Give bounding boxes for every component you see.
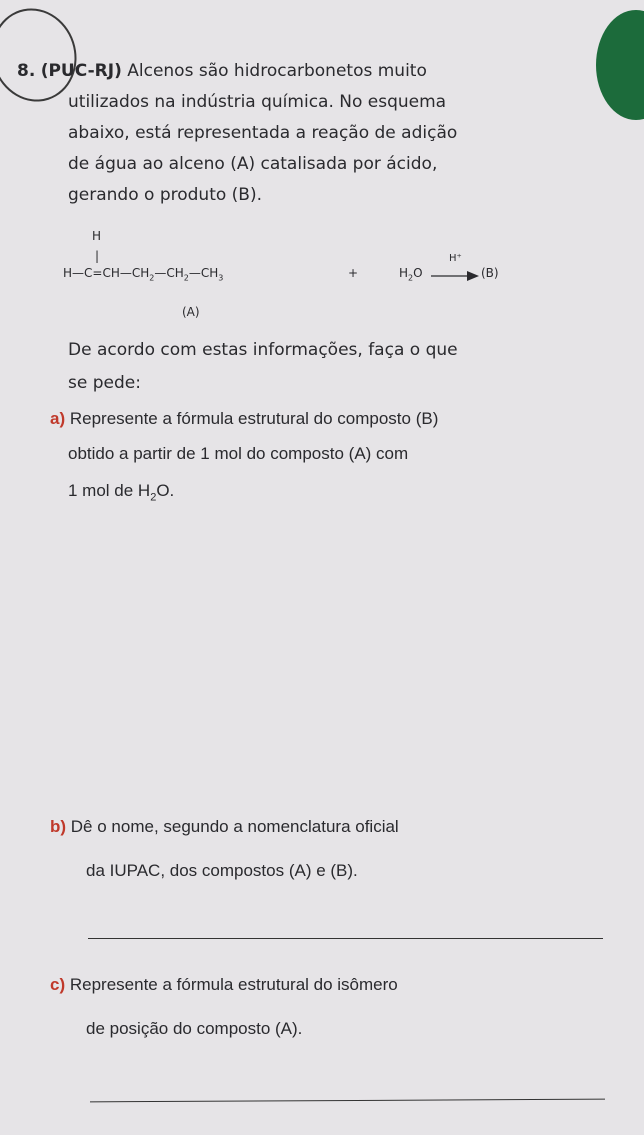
reaction-catalyst: H⁺ (449, 253, 462, 264)
item-b-line-1 (50, 810, 399, 844)
item-a-line-1 (50, 402, 438, 436)
item-b-text-1: Dê o nome, segundo a nomenclatura oficial (70, 817, 399, 836)
item-a-line-3: 1 mol de $H_2O$. (68, 481, 175, 504)
item-a-line-2: obtido a partir de 1 mol do composto (A) com (68, 444, 409, 463)
item-c-letter: c) (50, 975, 66, 994)
item-c-line-2: de posição do composto (A). (86, 1019, 303, 1038)
intro-line-3: abaixo, está representada a reação de adição (68, 123, 458, 143)
item-c-answer-line (90, 1099, 605, 1103)
intro-line-5: gerando o produto (B). (68, 185, 263, 205)
item-c-text-1: Represente a fórmula estrutural do isômero (69, 975, 398, 994)
reaction-product: (B) (481, 266, 499, 280)
intro-text-1: Alcenos são hidrocarbonetos muito (127, 61, 427, 81)
item-a-text-1: Represente a fórmula estrutural do composto (B) (69, 409, 439, 428)
instructions-line-1: De acordo com estas informações, faça o que (68, 340, 458, 360)
reaction-h-top: H (92, 229, 102, 243)
intro-line-4: de água ao alceno (A) catalisada por ácido, (68, 154, 438, 174)
reaction-reactant-formula: $H—C=CH—CH_2—CH_2—CH_3$ (63, 266, 224, 283)
intro-line-2: utilizados na indústria química. No esquema (68, 92, 447, 112)
question-source: (PUC-RJ) (40, 61, 122, 81)
item-a-letter: a) (50, 409, 66, 428)
green-corner-mark (596, 10, 644, 120)
reaction-bond: | (95, 249, 100, 263)
item-b-line-2: da IUPAC, dos compostos (A) e (B). (86, 861, 358, 880)
reaction-reactant-label: (A) (182, 305, 200, 319)
reaction-plus: + (348, 266, 359, 280)
item-b-letter: b) (50, 817, 67, 836)
question-number: 8. (17, 61, 36, 81)
instructions-line-2: se pede: (68, 373, 141, 393)
item-b-answer-line (88, 938, 603, 939)
reaction-water: $H_2O$ (399, 266, 423, 283)
reaction-arrow-icon (431, 270, 479, 282)
item-c-line-1 (50, 968, 398, 1002)
intro-line-1 (17, 58, 427, 84)
